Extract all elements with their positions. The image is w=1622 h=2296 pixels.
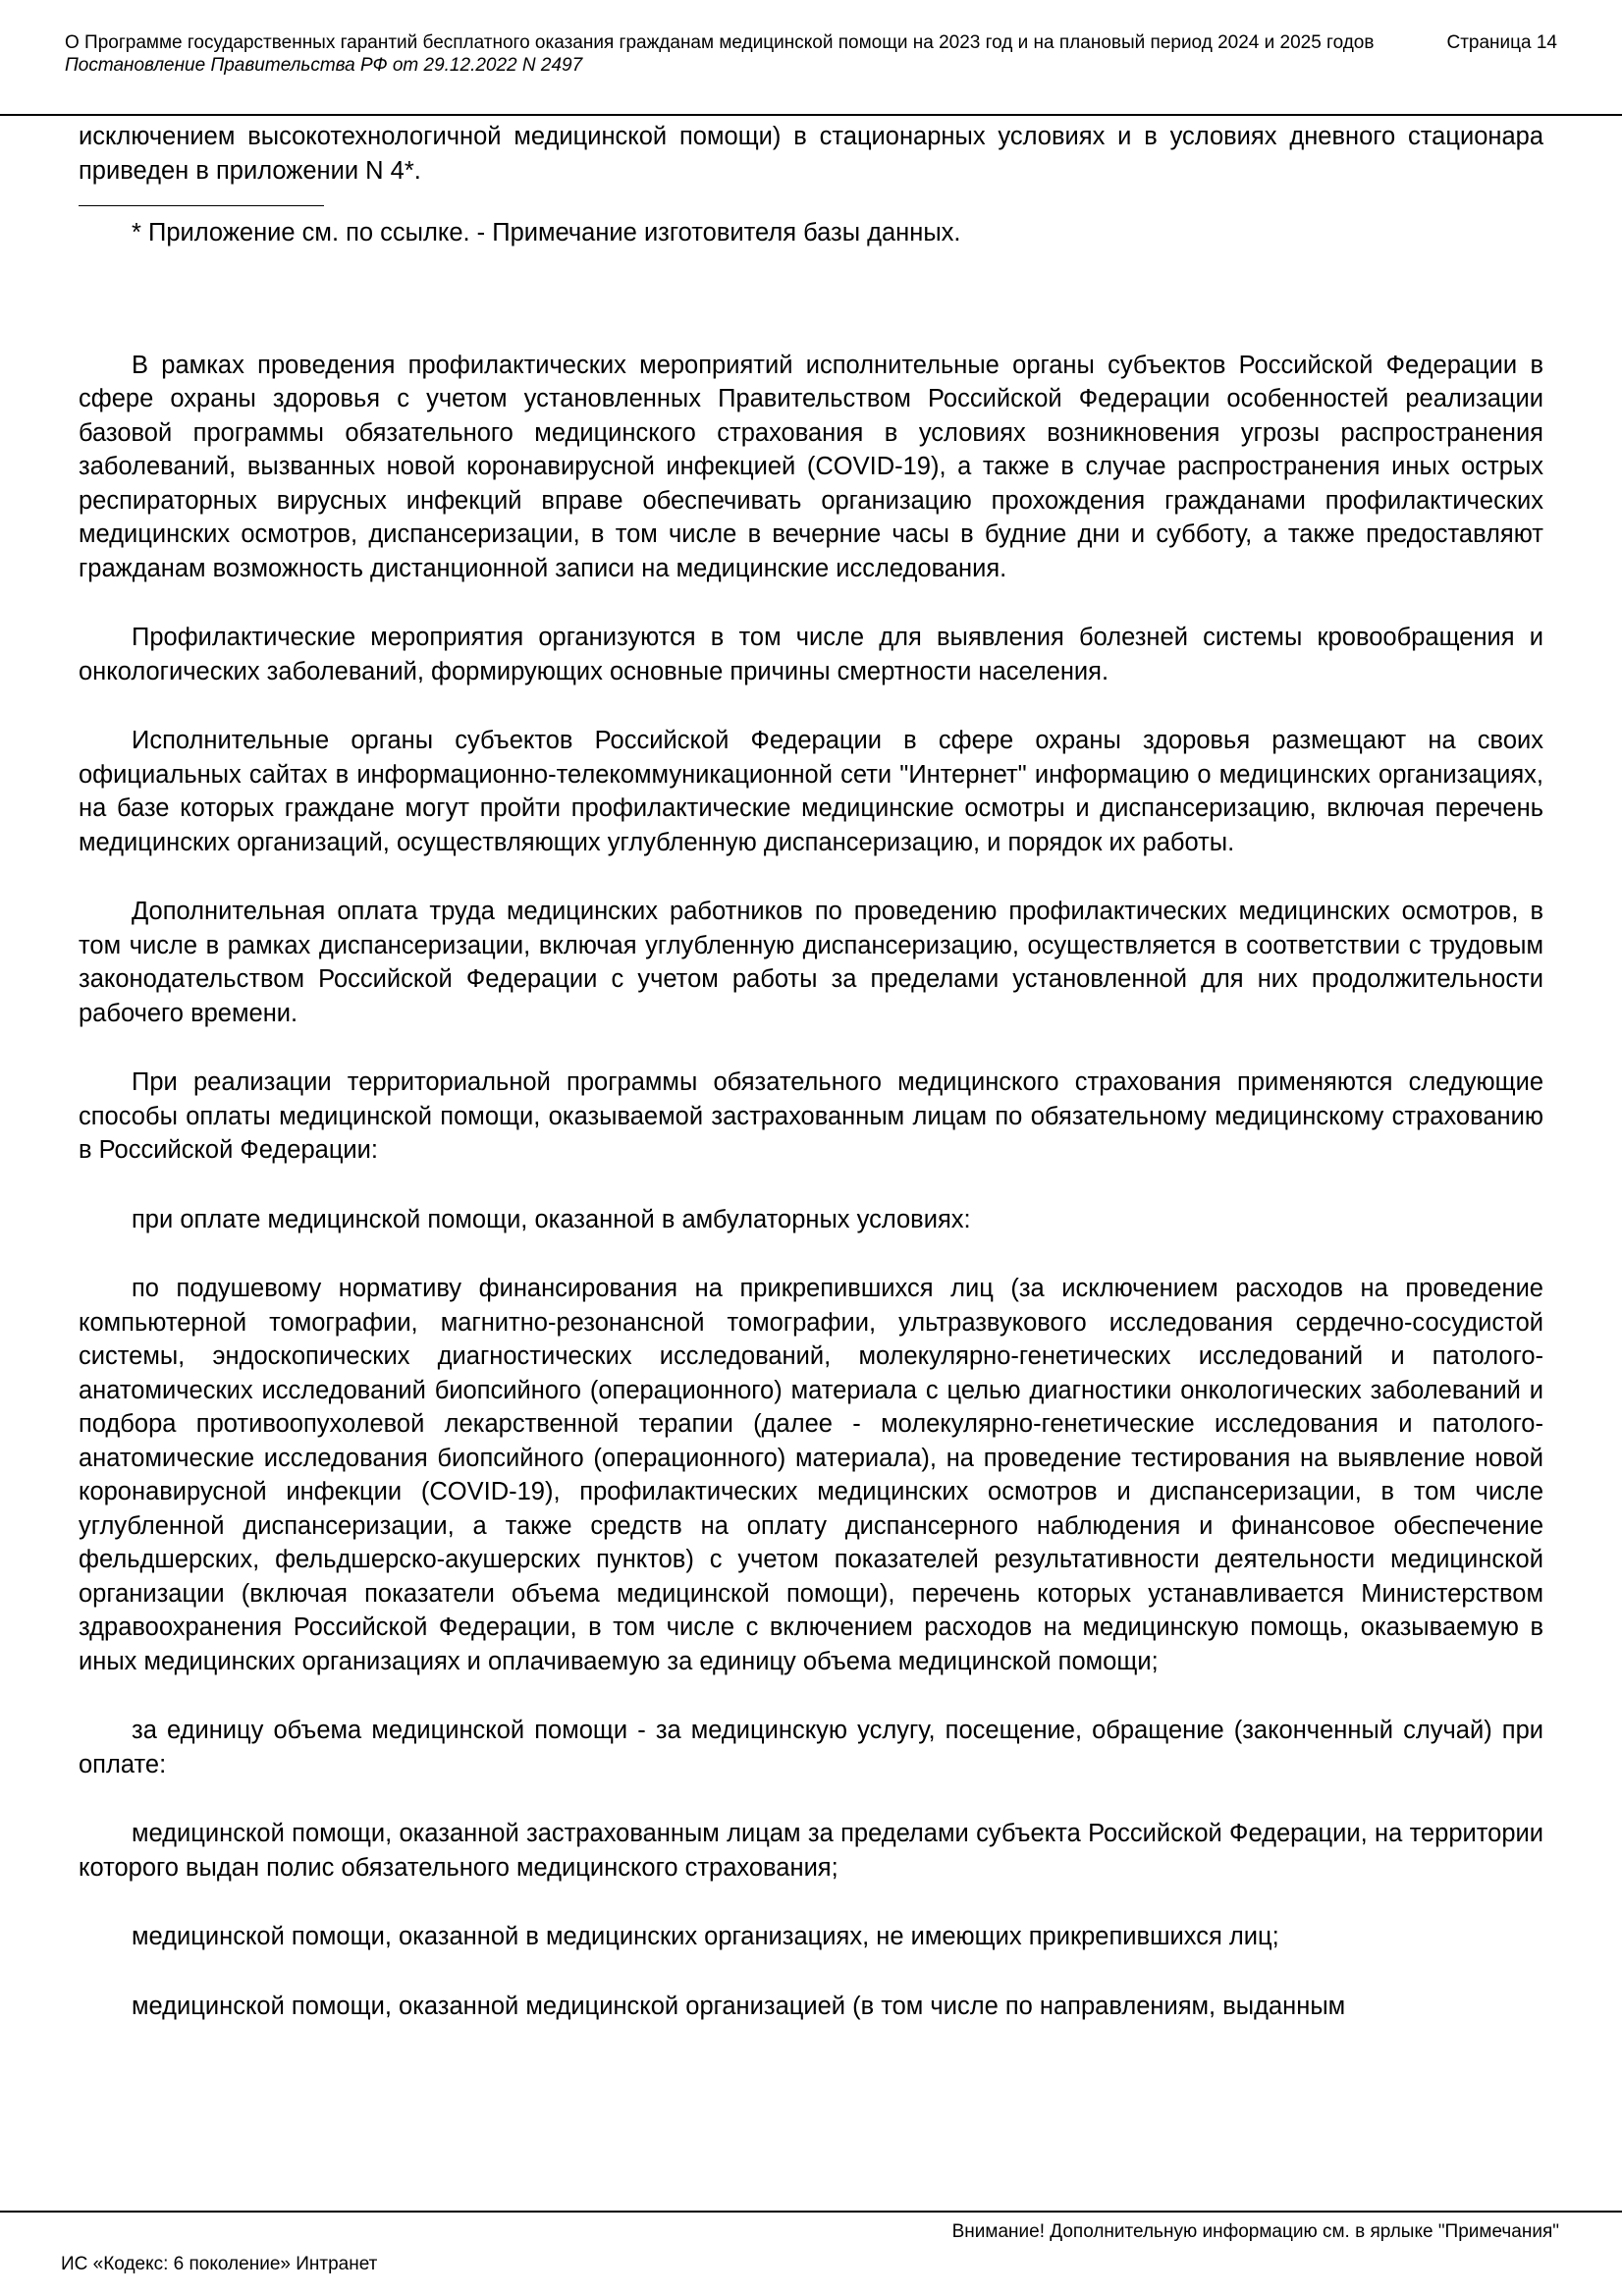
spacer [79,585,1543,621]
document-title: О Программе государственных гарантий бесплатного оказания гражданам медицинской помощи на 2023 год и на плановый период 2024 и 2025 годов [65,32,1375,53]
page-header [65,31,1557,77]
spacer [79,1678,1543,1714]
paragraph: медицинской помощи, оказанной в медицинских организациях, не имеющих прикрепившихся лиц; [132,1923,1279,1950]
spacer [79,859,1543,895]
spacer [79,1781,1543,1817]
paragraph: по подушевому нормативу финансирования на прикрепившихся лиц (за исключением расходов на проведение компьютерной томографии, магнитно-резонансной томографии, ультразвукового исследования сердечно-сосудистой системы, эндоскопических диагностических исследований, молекулярно-генетических исследований и патолого-анатомических исследований биопсийного (операционного) материала с целью диагностики онкологических заболеваний и подбора противоопухолевой лекарственной терапии (далее - молекулярно-генетические исследования и патолого-анатомические исследования биопсийного (операционного) материала), на проведение тестирования на выявление новой коронавирусной инфекции (COVID-19), профилактических медицинских осмотров и диспансеризации, в том числе углубленной диспансеризации, а также средств на оплату диспансерного наблюдения и финансовое обеспечение фельдшерских, фельдшерско-акушерских пунктов) с учетом показателей результативности деятельности медицинской организации (включая показатели объема медицинской помощи), перечень которых устанавливается Министерством здравоохранения Российской Федерации, в том числе с включением расходов на медицинскую помощь, оказываемую в иных медицинских организациях и оплачиваемую за единицу объема медицинской помощи; [79,1275,1543,1675]
footer-notice: Внимание! Дополнительную информацию см. в ярлыке "Примечания" [951,2221,1559,2242]
decree-reference: Постановление Правительства РФ от 29.12.2022 N 2497 [65,55,583,76]
page-number: Страница 14 [1446,32,1557,53]
document-body [79,120,1543,2023]
header-divider [0,114,1622,116]
spacer [79,1236,1543,1272]
spacer [79,1954,1543,1990]
paragraph: В рамках проведения профилактических мероприятий исполнительные органы субъектов Российской Федерации в сфере охраны здоровья с учетом установленных Правительством Российской Федерации особенностей реализации базовой программы обязательного медицинского страхования в условиях возникновения угрозы распространения заболеваний, вызванных новой коронавирусной инфекцией (COVID-19), а также в случае распространения иных острых респираторных вирусных инфекций вправе обеспечивать организацию прохождения гражданами профилактических медицинских осмотров, диспансеризации, в том числе в вечерние часы в будние дни и субботу, а также предоставляют гражданам возможность дистанционной записи на медицинские исследования. [79,351,1543,582]
paragraph: При реализации территориальной программы обязательного медицинского страхования применяются следующие способы оплаты медицинской помощи, оказываемой застрахованным лицам по обязательному медицинскому страхованию в Российской Федерации: [79,1068,1543,1164]
paragraph: медицинской помощи, оказанной застрахованным лицам за пределами субъекта Российской Федерации, на территории которого выдан полис обязательного медицинского страхования; [79,1820,1543,1882]
footer-divider [0,2211,1622,2213]
paragraph: за единицу объема медицинской помощи - за медицинскую услугу, посещение, обращение (законченный случай) при оплате: [79,1717,1543,1778]
spacer [79,1168,1543,1203]
footnote-separator [79,205,324,206]
spacer [79,1030,1543,1066]
paragraph: Исполнительные органы субъектов Российской Федерации в сфере охраны здоровья размещают на своих официальных сайтах в информационно-телекоммуникационной сети "Интернет" информацию о медицинских организациях, на базе которых граждане могут пройти профилактические медицинские осмотры и диспансеризацию, включая перечень медицинских организаций, осуществляющих углубленную диспансеризацию, и порядок их работы. [79,727,1543,856]
footer-system-name: ИС «Кодекс: 6 поколение» Интранет [61,2254,378,2274]
spacer [79,1885,1543,1920]
intro-paragraph: исключением высокотехнологичной медицинской помощи) в стационарных условиях и в условиях дневного стационара приведен в приложении N 4*. [79,123,1543,185]
paragraph: медицинской помощи, оказанной медицинской организацией (в том числе по направлениям, выданным [132,1992,1346,2020]
paragraph: при оплате медицинской помощи, оказанной в амбулаторных условиях: [132,1205,971,1233]
paragraph: Профилактические мероприятия организуются в том числе для выявления болезней системы кровообращения и онкологических заболеваний, формирующих основные причины смертности населения. [79,624,1543,685]
paragraph: Дополнительная оплата труда медицинских работников по проведению профилактических медицинских осмотров, в том числе в рамках диспансеризации, включая углубленную диспансеризацию, осуществляется в соответствии с трудовым законодательством Российской Федерации с учетом работы за пределами установленной для них продолжительности рабочего времени. [79,898,1543,1027]
footnote: * Приложение см. по ссылке. - Примечание изготовителя базы данных. [132,219,961,246]
spacer [79,688,1543,724]
spacer [79,250,1543,349]
